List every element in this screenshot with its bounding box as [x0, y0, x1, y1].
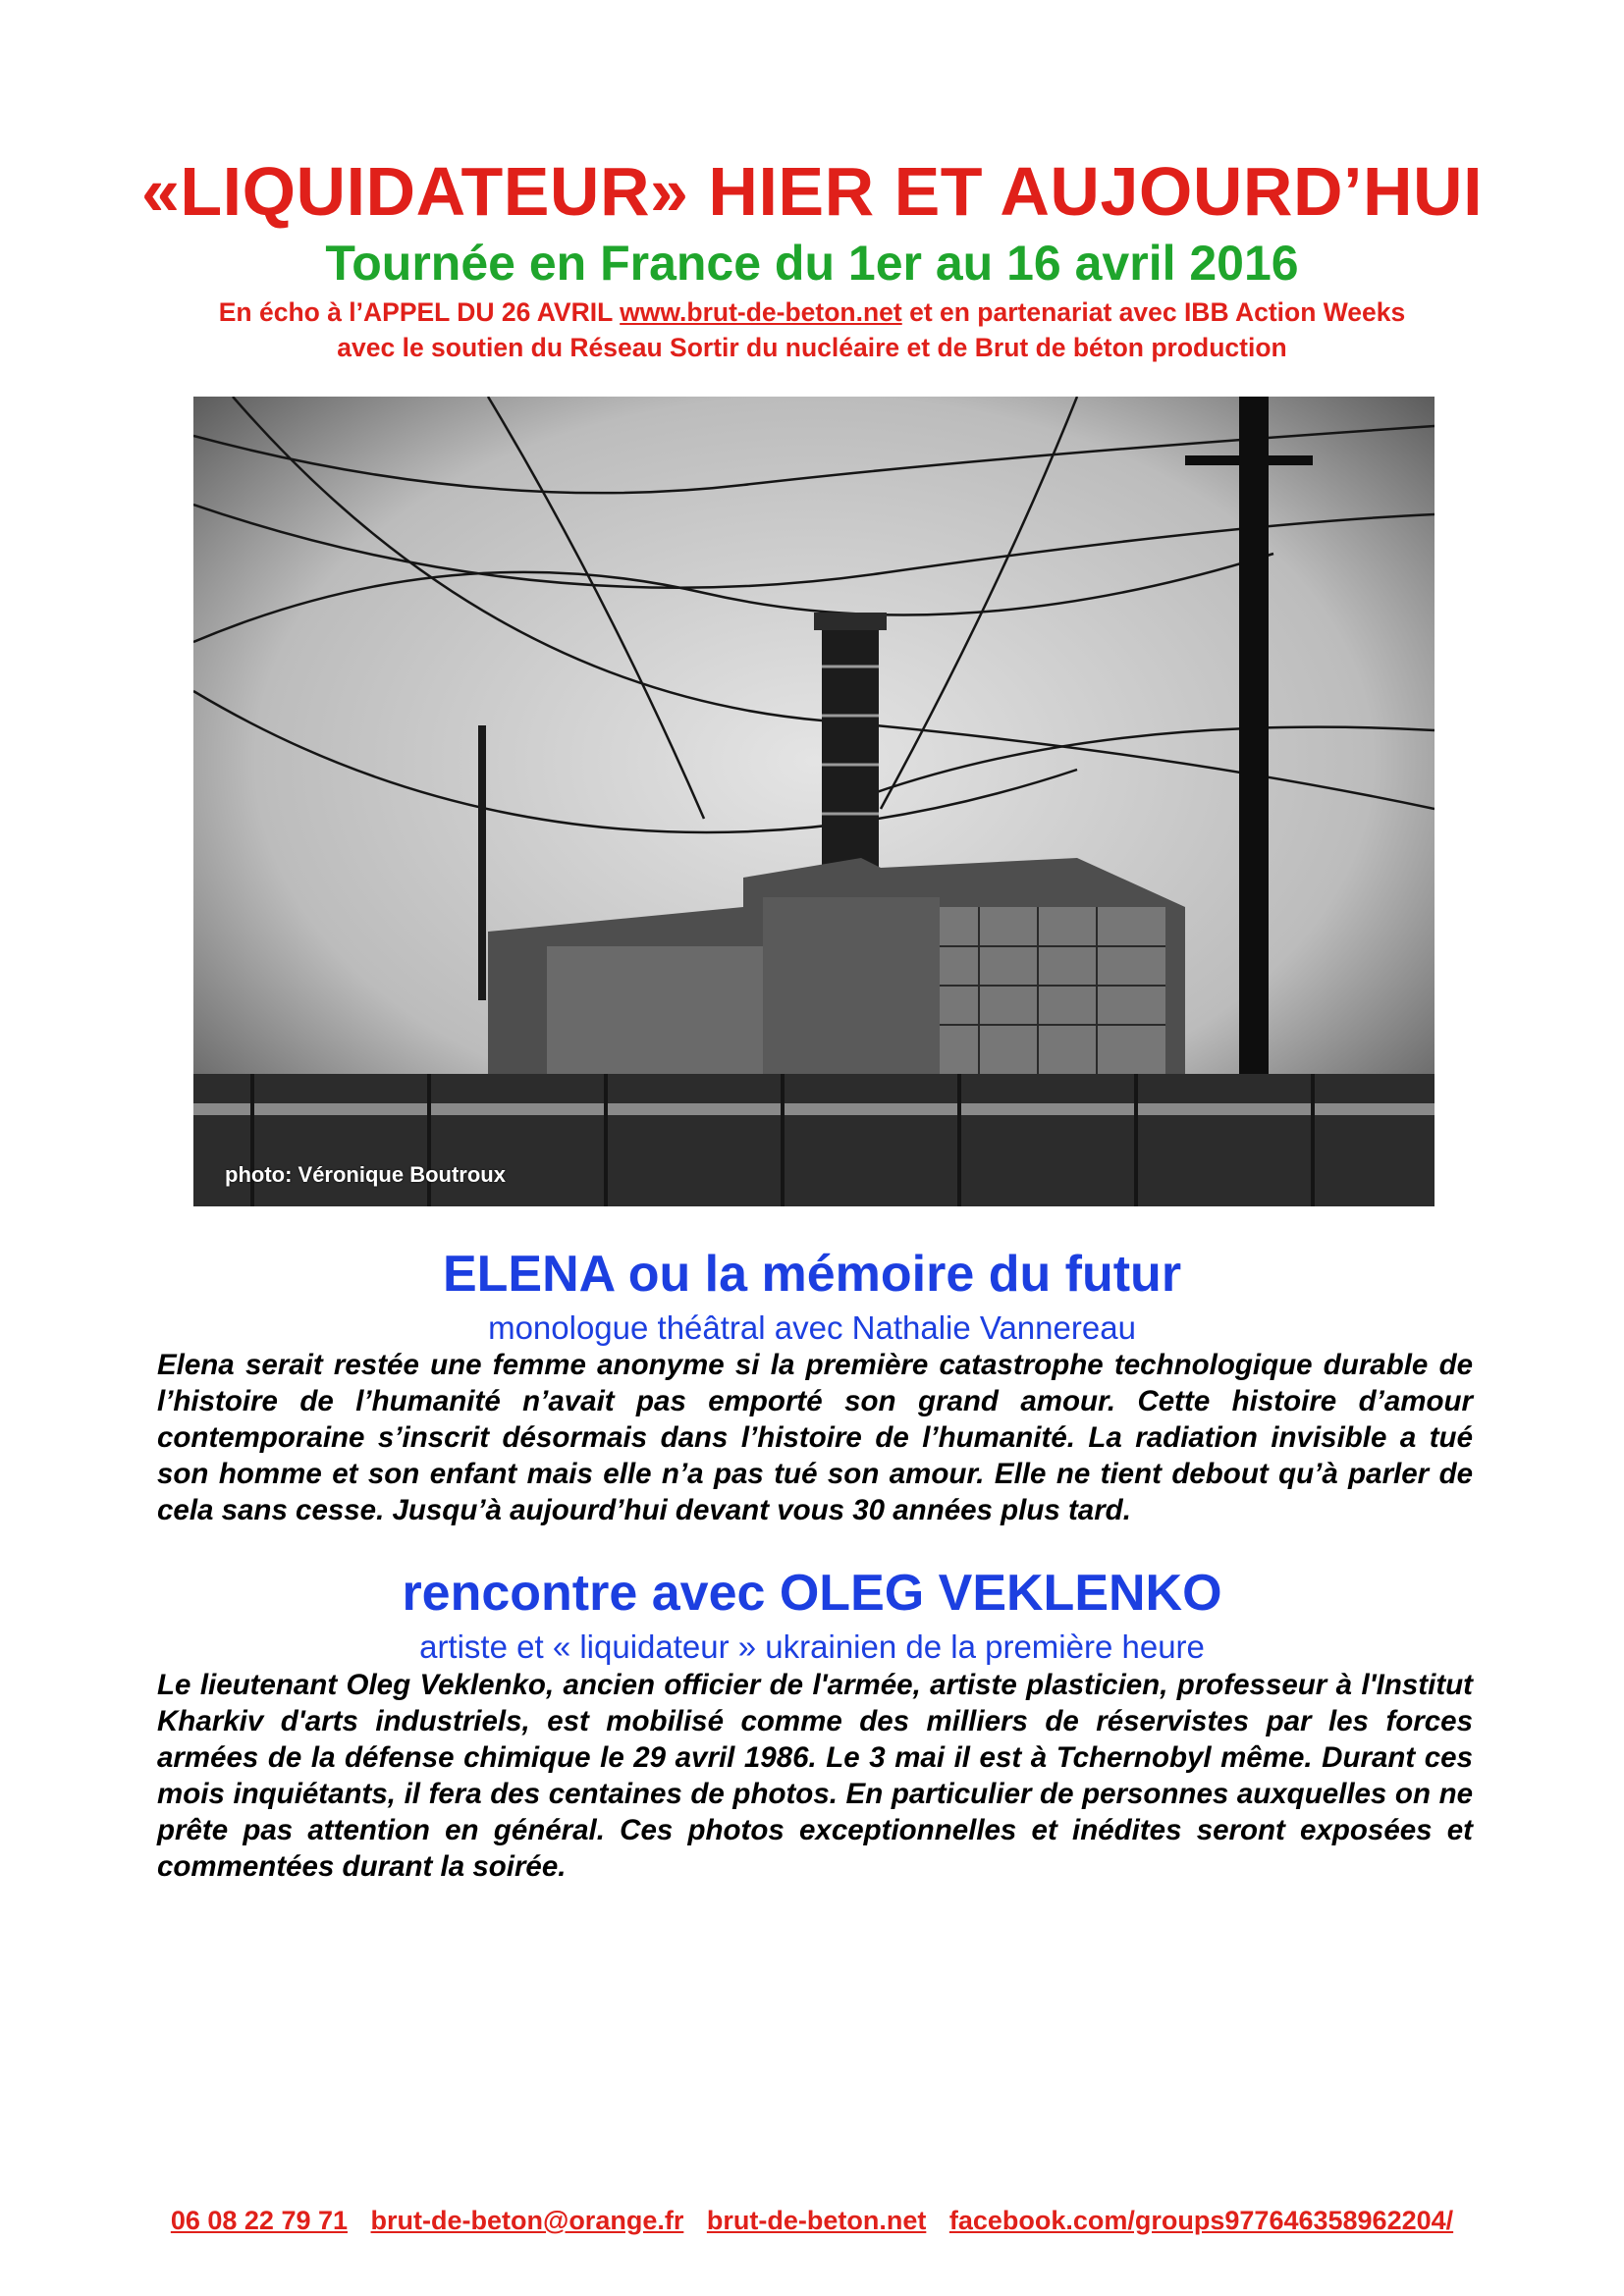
footer-facebook[interactable]: facebook.com/groups977646358962204/ [948, 2206, 1454, 2235]
credits-line-1 [0, 299, 1624, 326]
footer-phone[interactable]: 06 08 22 79 71 [170, 2206, 349, 2235]
credits-suffix: et en partenariat avec IBB Action Weeks [909, 297, 1406, 327]
credits-line-2: avec le soutien du Réseau Sortir du nucléaire et de Brut de béton production [337, 333, 1287, 362]
chernobyl-reactor-photo [193, 397, 1435, 1206]
credits-prefix: En écho à l’APPEL DU 26 AVRIL [218, 297, 613, 327]
photo-credit: photo: Véronique Boutroux [225, 1162, 506, 1187]
page-title: «LIQUIDATEUR» HIER ET AUJOURD’HUI [140, 153, 1484, 230]
website-link[interactable]: www.brut-de-beton.net [620, 297, 902, 327]
footer-email[interactable]: brut-de-beton@orange.fr [370, 2206, 684, 2235]
section-oleg-title: rencontre avec OLEG VEKLENKO [402, 1565, 1222, 1622]
section-oleg-subtitle: artiste et « liquidateur » ukrainien de la première heure [419, 1629, 1205, 1665]
tour-dates-subtitle: Tournée en France du 1er au 16 avril 2016 [325, 236, 1299, 291]
section-oleg-body: Le lieutenant Oleg Veklenko, ancien officier de l'armée, artiste plasticien, professeur à l'Institut Kharkiv d'arts industriels, est mobilisé comme des milliers de réservistes par les forces armées de la défense chimique le 29 avril 1986. Le 3 mai il est à Tchernobyl même. Durant ces mois inquiétants, il fera des centaines de photos. En particulier de personnes auxquelles on ne prête pas attention en général. Ces photos exceptionnelles et inédites seront exposées et commentées durant la soirée. [157, 1669, 1473, 1883]
footer-website[interactable]: brut-de-beton.net [706, 2206, 927, 2235]
section-elena-title: ELENA ou la mémoire du futur [442, 1246, 1182, 1303]
contact-footer [0, 2208, 1624, 2234]
section-elena-body: Elena serait restée une femme anonyme si la première catastrophe technologique durable de l’histoire de l’humanité n’avait pas emporté son grand amour. Cette histoire d’amour contemporaine s’inscrit désormais dans l’histoire de l’humanité. La radiation invisible a tué son homme et son enfant mais elle n’a pas tué son amour. Elle ne tient debout qu’à parler de cela sans cesse. Jusqu’à aujourd’hui devant vous 30 années plus tard. [157, 1349, 1473, 1526]
section-elena-subtitle: monologue théâtral avec Nathalie Vannereau [488, 1309, 1136, 1346]
